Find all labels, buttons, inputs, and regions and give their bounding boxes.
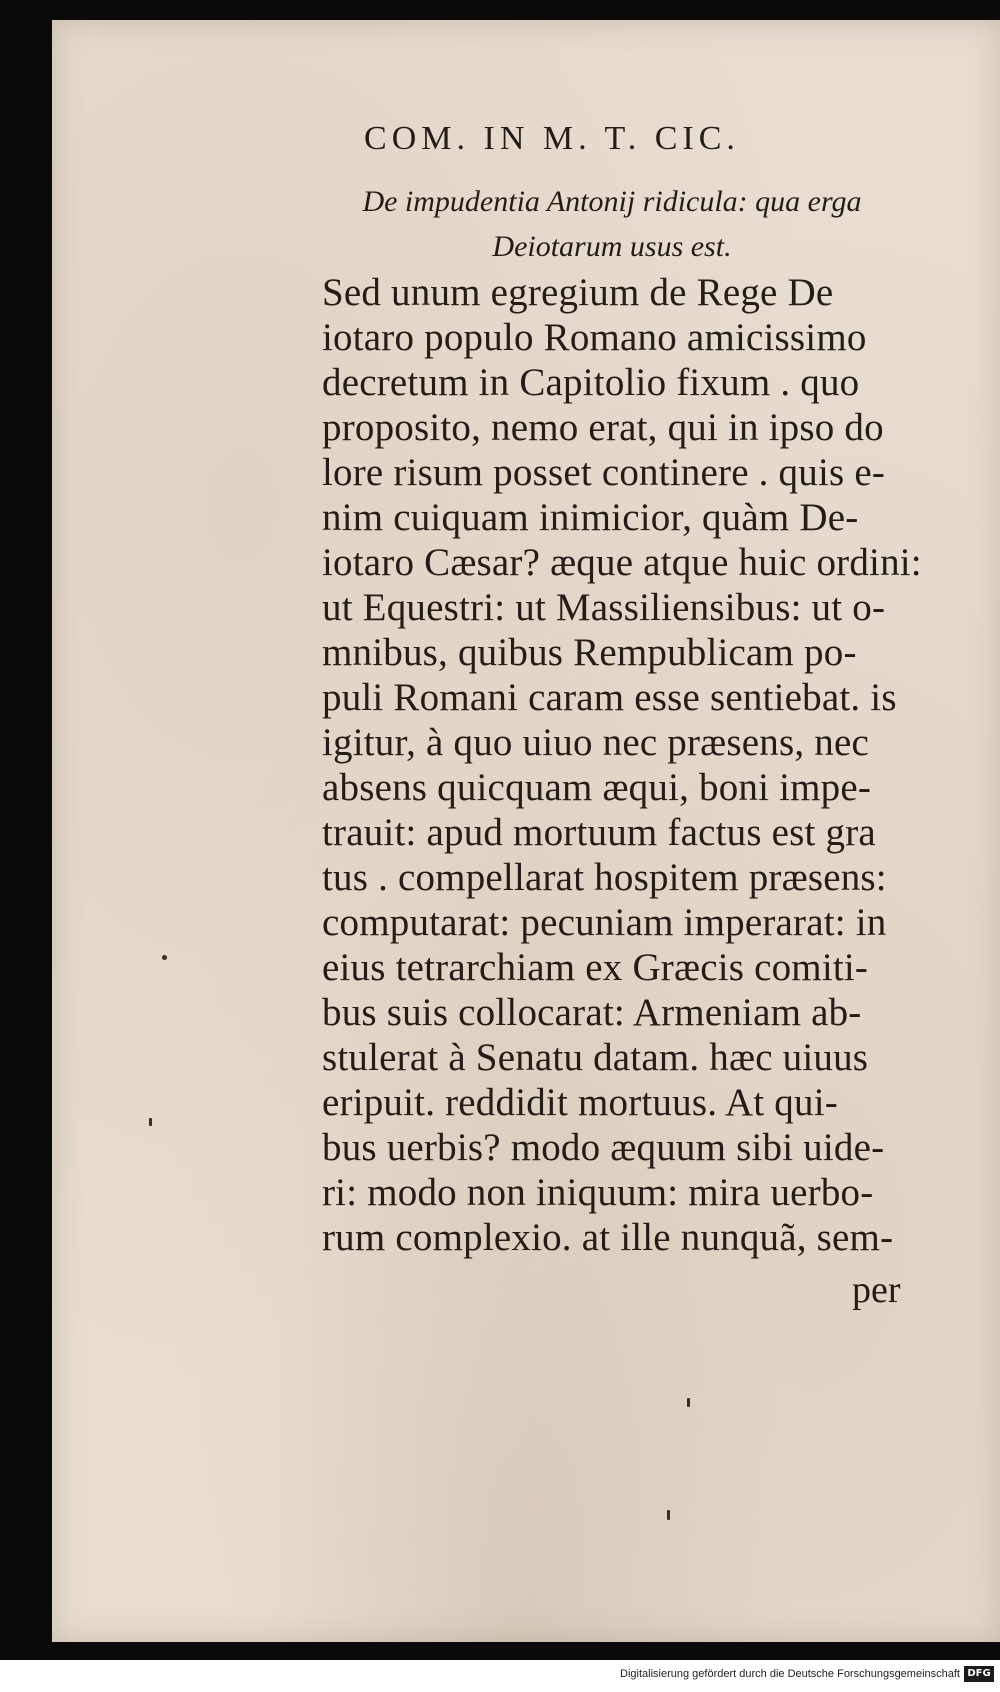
body-line: trauit: apud mortuum factus est gra bbox=[322, 811, 876, 854]
body-line: iotaro Cæsar? æque atque huic ordini: bbox=[322, 541, 922, 584]
body-line: rum complexio. at ille nunquã, sem- bbox=[322, 1216, 894, 1259]
body-line: eius tetrarchiam ex Græcis comiti- bbox=[322, 946, 869, 989]
body-line: mnibus, quibus Rempublicam po- bbox=[322, 631, 857, 674]
section-caption-line-1: De impudentia Antonij ridicula: qua erga bbox=[362, 185, 862, 218]
running-head: COM. IN M. T. CIC. bbox=[364, 120, 740, 157]
body-line: igitur, à quo uiuo nec præsens, nec bbox=[322, 721, 869, 764]
body-line: proposito, nemo erat, qui in ipso do bbox=[322, 406, 884, 449]
dfg-logo: DFG bbox=[964, 1666, 994, 1682]
page-text-block bbox=[52, 20, 1000, 1642]
ink-speck bbox=[687, 1398, 690, 1407]
body-line: puli Romani caram esse sentiebat. is bbox=[322, 676, 897, 719]
catchword: per bbox=[852, 1269, 901, 1311]
body-line: Sed unum egregium de Rege De bbox=[322, 271, 834, 314]
digitization-footer bbox=[0, 1660, 1000, 1692]
body-line: ri: modo non iniquum: mira uerbo- bbox=[322, 1171, 874, 1214]
body-line: iotaro populo Romano amicissimo bbox=[322, 316, 867, 359]
body-line: eripuit. reddidit mortuus. At qui- bbox=[322, 1081, 838, 1124]
body-line: bus uerbis? modo æquum sibi uide- bbox=[322, 1126, 885, 1169]
body-line: nim cuiquam inimicior, quàm De- bbox=[322, 496, 859, 539]
body-line: absens quicquam æqui, boni impe- bbox=[322, 766, 872, 809]
body-line: stulerat à Senatu datam. hæc uiuus bbox=[322, 1036, 869, 1079]
body-line: tus . compellarat hospitem præsens: bbox=[322, 856, 887, 899]
ink-speck bbox=[667, 1510, 670, 1520]
book-page bbox=[52, 20, 1000, 1642]
body-line: ut Equestri: ut Massiliensibus: ut o- bbox=[322, 586, 886, 629]
body-line: computarat: pecuniam imperarat: in bbox=[322, 901, 887, 944]
body-line: decretum in Capitolio fixum . quo bbox=[322, 361, 860, 404]
body-line: bus suis collocarat: Armeniam ab- bbox=[322, 991, 862, 1034]
body-line: lore risum posset continere . quis e- bbox=[322, 451, 886, 494]
ink-speck bbox=[149, 1118, 152, 1126]
section-caption-line-2: Deiotarum usus est. bbox=[492, 230, 732, 263]
ink-speck bbox=[162, 955, 167, 960]
funding-credit: Digitalisierung gefördert durch die Deutsche Forschungsgemeinschaft bbox=[620, 1668, 960, 1680]
